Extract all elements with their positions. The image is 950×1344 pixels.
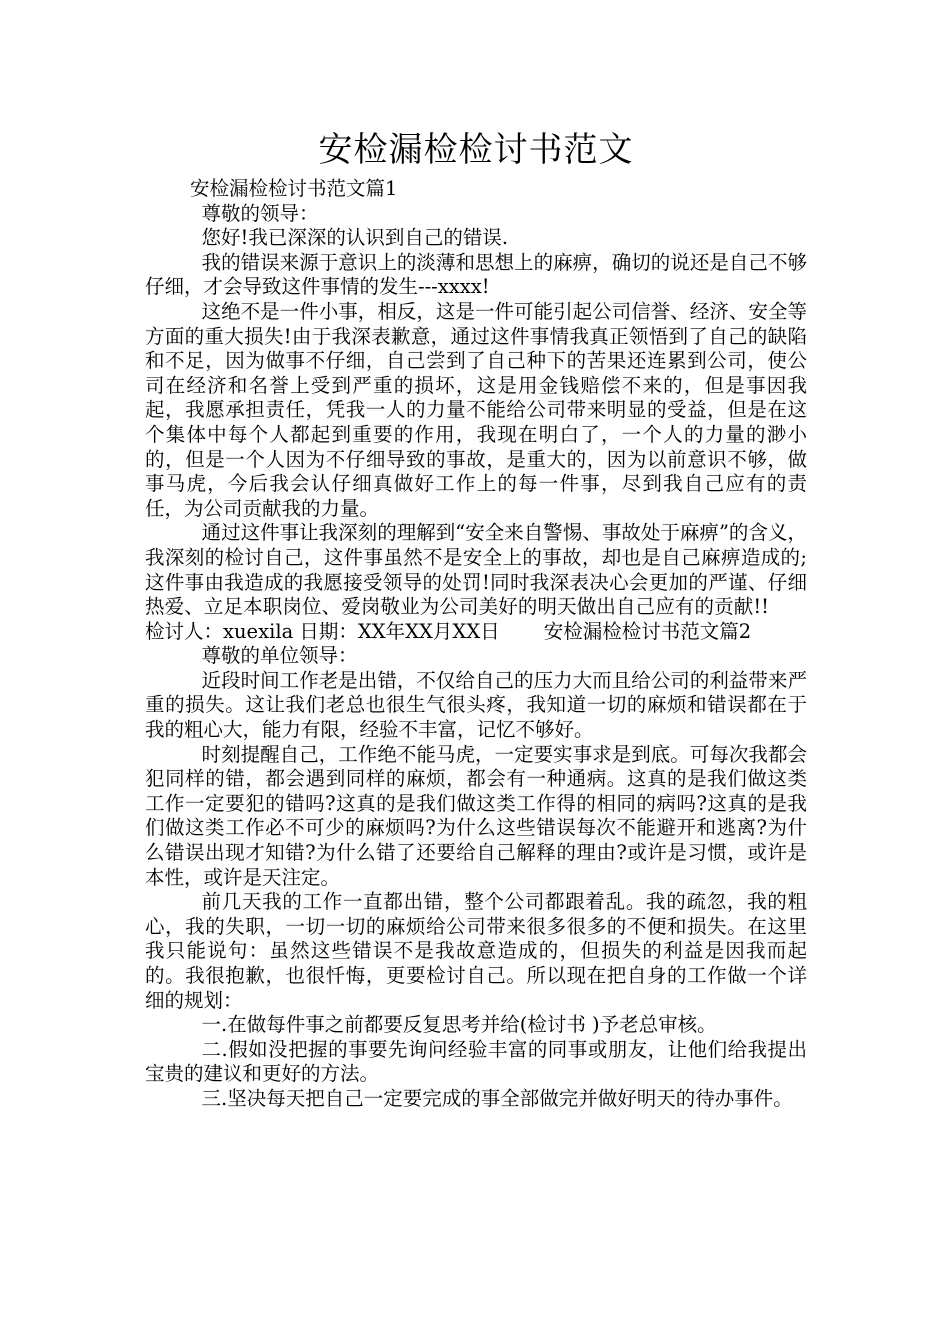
essay2-salutation: 尊敬的单位领导： (201, 644, 358, 668)
essay2-paragraph-2: 时刻提醒自己，工作绝不能马虎，一定要实事求是到底。可每次我都会犯同样的错，都会遇到同样的麻烦，都会有一种通病。这真的是我们做这类工作一定要犯的错吗?这真的是我们做这类工作得的相同的病吗?这真的是我们做这类工作必不可少的麻烦吗?为什么这些错误每次不能避开和逃离?为什么错误出现才知错?为什么错了还要给自己解释的理由?或许是习惯，或许是本性，或许是天注定。 (145, 742, 807, 889)
plan-item-3: 三.坚决每天把自己一定要完成的事全部做完并做好明天的待办事件。 (201, 1086, 793, 1110)
essay1-signer: 检讨人：xuexila (145, 619, 294, 643)
essay1-paragraph-1: 您好!我已深深的认识到自己的错误. (201, 226, 509, 250)
essay1-salutation: 尊敬的领导： (201, 201, 319, 225)
essay2-paragraph-1: 近段时间工作老是出错，不仅给自己的压力大而且给公司的利益带来严重的损失。这让我们老总也很生气很头疼，我知道一切的麻烦和错误都在于我的粗心大，能力有限，经验不丰富，记忆不够好。 (145, 668, 807, 742)
document-page (145, 125, 807, 1112)
essay1-paragraph-3: 这绝不是一件小事，相反，这是一件可能引起公司信誉、经济、安全等方面的重大损失!由于我深表歉意，通过这件事情我真正领悟到了自己的缺陷和不足，因为做事不仔细，自己尝到了自己种下的苦果还连累到公司，使公司在经济和名誉上受到严重的损坏，这是用金钱赔偿不来的，但是事因我起，我愿承担责任，凭我一人的力量不能给公司带来明显的受益，但是在这个集体中每个人都起到重要的作用，我现在明白了，一个人的力量的渺小的，但是一个人因为不仔细导致的事故，是重大的，因为以前意识不够，做事马虎，今后我会认仔细真做好工作上的每一件事，尽到我自己应有的责任，为公司贡献我的力量。 (145, 299, 807, 520)
essay1-paragraph-2: 我的错误来源于意识上的淡薄和思想上的麻痹，确切的说还是自己不够仔细，才会导致这件事情的发生---xxxx! (145, 250, 807, 299)
essay1-paragraph-4 (145, 521, 807, 644)
essay2-paragraph-3: 前几天我的工作一直都出错，整个公司都跟着乱。我的疏忽，我的粗心，我的失职，一切一切的麻烦给公司带来很多很多的不便和损失。在这里我只能说句：虽然这些错误不是我故意造成的，但损失的利益是因我而起的。我很抱歉，也很忏悔，更要检讨自己。所以现在把自身的工作做一个详细的规划： (145, 890, 807, 1012)
plan-item-2: 二.假如没把握的事要先询问经验丰富的同事或朋友，让他们给我提出宝贵的建议和更好的方法。 (145, 1037, 807, 1086)
plan-item-1: 一.在做每件事之前都要反复思考并给(检讨书 )予老总审核。 (201, 1013, 717, 1037)
document-title: 安检漏检检讨书范文 (318, 130, 634, 170)
essay1-date: 日期：XX年XX月XX日 (299, 619, 500, 643)
essay1-paragraph-4-text: 通过这件事让我深刻的理解到“安全来自警惕、事故处于麻痹”的含义，我深刻的检讨自己，这件事虽然不是安全上的事故，却也是自己麻痹造成的;这件事由我造成的我愿接受领导的处罚!同时我深表决心会更加的严谨、仔细热爱、立足本职岗位、爱岗敬业为公司美好的明天做出自己应有的贡献!! (145, 521, 807, 619)
essay2-heading: 安检漏检检讨书范文篇2 (543, 619, 752, 643)
essay1-heading: 安检漏检检讨书范文篇1 (190, 177, 398, 200)
